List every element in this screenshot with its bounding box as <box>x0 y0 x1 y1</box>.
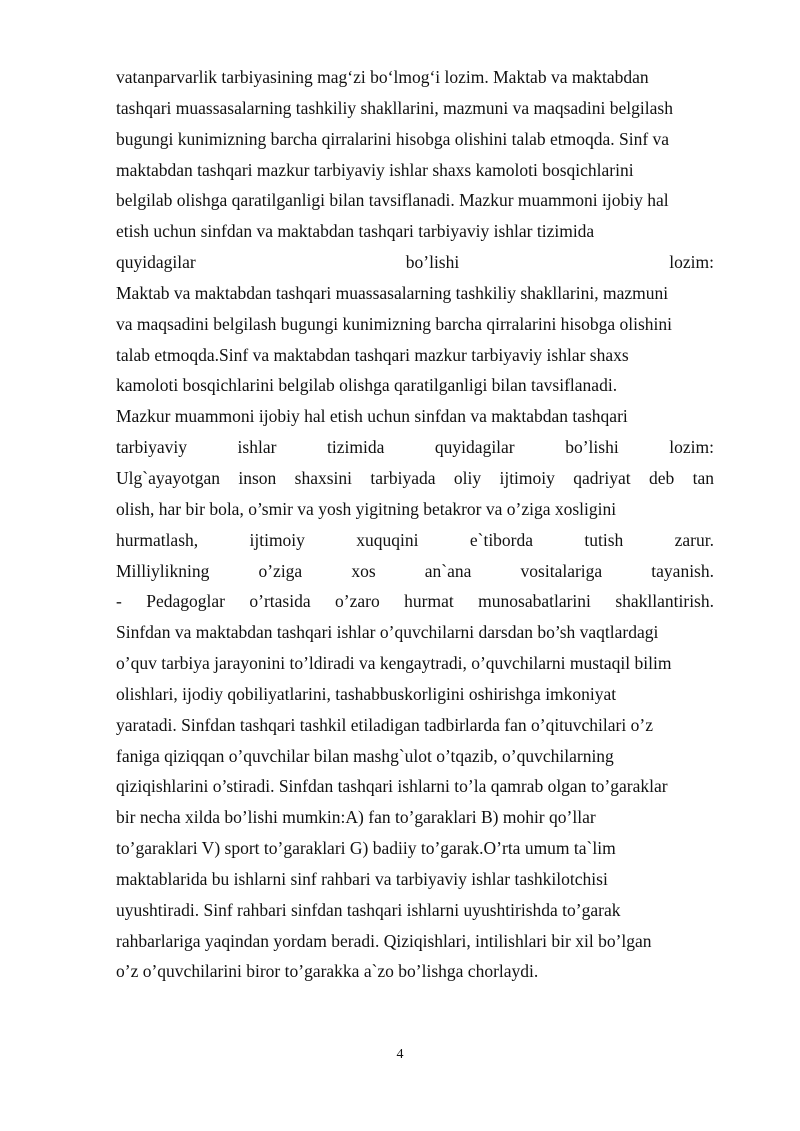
text-line: Mazkur muammoni ijobiy hal etish uchun sinfdan va maktabdan tashqari <box>116 406 628 427</box>
text-line: faniga qiziqqan o’quvchilar bilan mashg`ulot o’tqazib, o’quvchilarning <box>116 745 614 766</box>
text-line: hurmatlash, ijtimoiy xuquqini e`tiborda tutish zarur. <box>116 529 714 550</box>
text-line: va maqsadini belgilash bugungi kunimizning barcha qirralarini hisobga olishini <box>116 313 673 334</box>
text-line: quyidagilar bo’lishi lozim: <box>116 252 714 273</box>
text-line: o’quv tarbiya jarayonini to’ldiradi va kengaytradi, o’quvchilarni mustaqil bilim <box>116 653 672 674</box>
text-line: tashqari muassasalarning tashkiliy shakllarini, mazmuni va maqsadini belgilash <box>116 97 673 118</box>
text-line: etish uchun sinfdan va maktabdan tashqari tarbiyaviy ishlar tizimida <box>116 221 595 242</box>
text-line: maktabdan tashqari mazkur tarbiyaviy ishlar shaxs kamoloti bosqichlarini <box>116 159 634 180</box>
text-line: rahbarlariga yaqindan yordam beradi. Qiziqishlari, intilishlari bir xil bo’lgan <box>116 930 652 951</box>
text-line: Ulg`ayayotgan inson shaxsini tarbiyada oliy ijtimoiy qadriyat deb tan <box>116 467 714 488</box>
text-line: belgilab olishga qaratilganligi bilan tavsiflanadi. Mazkur muammoni ijobiy hal <box>116 190 669 211</box>
text-line: olish, har bir bola, o’smir va yosh yigitning betakror va o’ziga xosligini <box>116 498 617 519</box>
text-line: vatanparvarlik tarbiyasining mag‘zi bo‘lmog‘i lozim. Maktab va maktabdan <box>116 67 649 87</box>
text-line: - Pedagoglar o’rtasida o’zaro hurmat munosabatlarini shakllantirish. <box>116 591 714 612</box>
text-line: tarbiyaviy ishlar tizimida quyidagilar bo’lishi lozim: <box>116 437 714 458</box>
page-number: 4 <box>396 1047 404 1062</box>
text-line: yaratadi. Sinfdan tashqari tashkil etiladigan tadbirlarda fan o’qituvchilari o’z <box>116 714 653 735</box>
text-line: Sinfdan va maktabdan tashqari ishlar o’quvchilarni darsdan bo’sh vaqtlardagi <box>116 622 659 643</box>
text-line: talab etmoqda.Sinf va maktabdan tashqari mazkur tarbiyaviy ishlar shaxs <box>116 344 629 365</box>
text-line: kamoloti bosqichlarini belgilab olishga qaratilganligi bilan tavsiflanadi. <box>116 375 618 396</box>
text-line: Maktab va maktabdan tashqari muassasalarning tashkiliy shakllarini, mazmuni <box>116 282 669 303</box>
text-line: o’z o’quvchilarini biror to’garakka a`zo bo’lishga chorlaydi. <box>116 961 539 982</box>
text-line: qiziqishlarini o’stiradi. Sinfdan tashqari ishlarni to’la qamrab olgan to’garaklar <box>116 776 668 797</box>
text-line: uyushtiradi. Sinf rahbari sinfdan tashqari ishlarni uyushtirishda to’garak <box>116 899 621 920</box>
text-line: maktablarida bu ishlarni sinf rahbari va tarbiyaviy ishlar tashkilotchisi <box>116 868 608 889</box>
text-line: Milliylikning o’ziga xos an`ana vositalariga tayanish. <box>116 560 714 581</box>
document-body <box>116 62 714 987</box>
text-line: bir necha xilda bo’lishi mumkin:A) fan to’garaklari B) mohir qo’llar <box>116 807 596 828</box>
text-line: olishlari, ijodiy qobiliyatlarini, tashabbuskorligini oshirishga imkoniyat <box>116 683 617 704</box>
text-line: bugungi kunimizning barcha qirralarini hisobga olishini talab etmoqda. Sinf va <box>116 128 670 149</box>
text-line: to’garaklari V) sport to’garaklari G) badiiy to’garak.O’rta umum ta`lim <box>116 838 616 859</box>
